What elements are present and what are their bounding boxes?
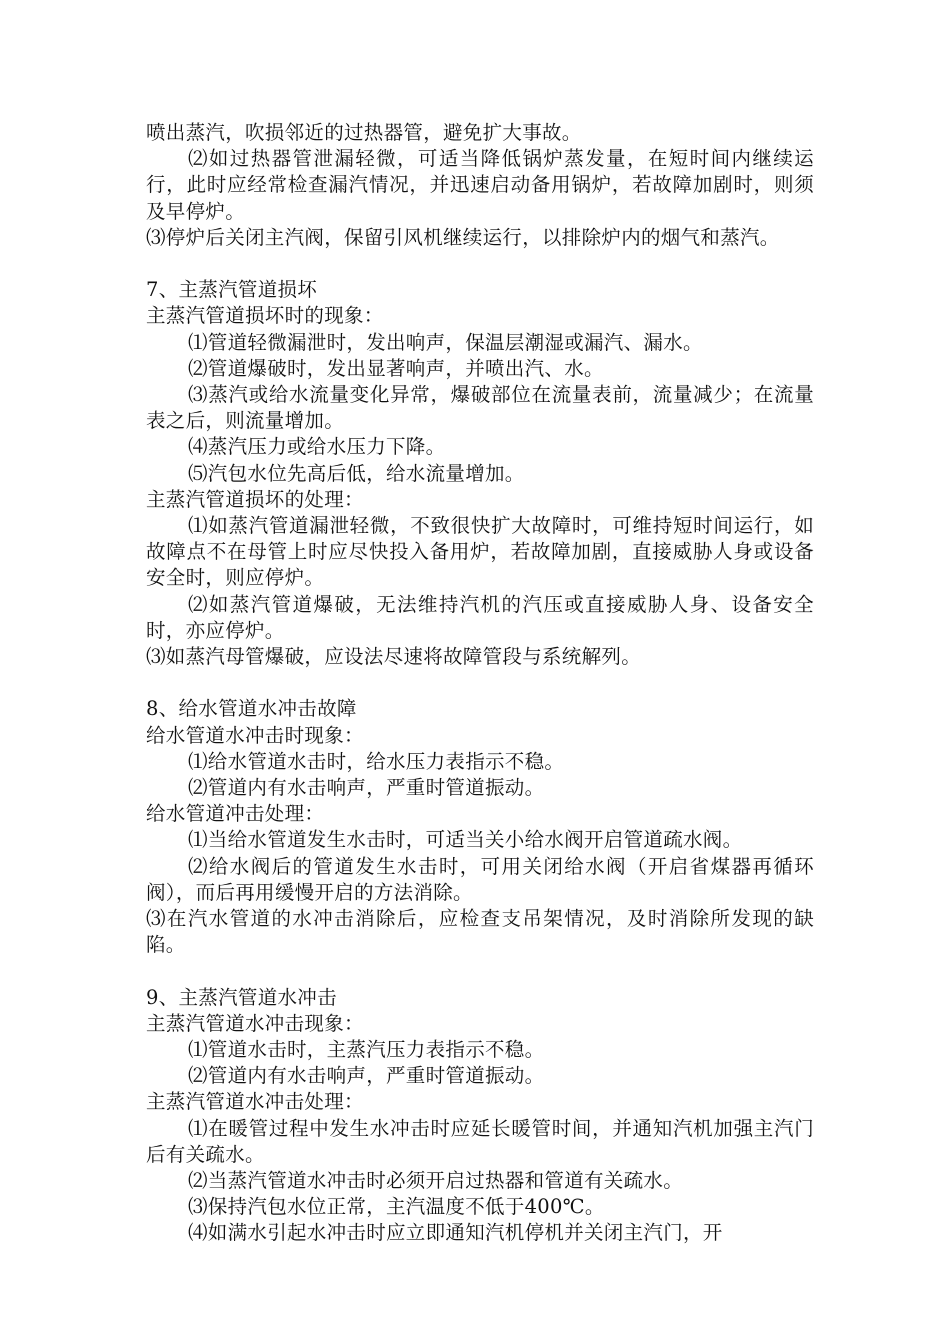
paragraph: ⑶保持汽包水位正常，主汽温度不低于400℃。 [188,1195,605,1219]
paragraph: ⑴管道水击时，主蒸汽压力表指示不稳。 [188,1038,545,1062]
paragraph: 喷出蒸汽，吹损邻近的过热器管，避免扩大事故。 [146,121,582,144]
paragraph: ⑵如过热器管泄漏轻微，可适当降低锅炉蒸发量，在短时间内继续运行，此时应经常检查漏汽情况，并迅速启动备用锅炉，若故障加剧时，则须及早停炉。 [146,147,814,223]
paragraph: ⑸汽包水位先高后低，给水流量增加。 [188,461,525,485]
paragraph: 给水管道水冲击时现象： [146,723,364,747]
paragraph: ⑵当蒸汽管道水冲击时必须开启过热器和管道有关疏水。 [188,1169,684,1193]
paragraph: 主蒸汽管道损坏时的现象： [146,304,384,328]
paragraph: ⑴在暖管过程中发生水冲击时应延长暖管时间，并通知汽机加强主汽门后有关疏水。 [146,1116,814,1166]
paragraph: ⑵给水阀后的管道发生水击时，可用关闭给水阀（开启省煤器再循环阀），而后再用缓慢开启的方法消除。 [146,854,814,904]
paragraph: 主蒸汽管道水冲击现象： [146,1011,364,1035]
paragraph: ⑷如满水引起水冲击时应立即通知汽机停机并关闭主汽门，开 [188,1221,723,1245]
paragraph: ⑵管道内有水击响声，严重时管道振动。 [188,1064,545,1088]
paragraph: 8、给水管道水冲击故障 [146,697,357,721]
paragraph: ⑶如蒸汽母管爆破，应设法尽速将故障管段与系统解列。 [146,645,642,669]
paragraph: ⑵如蒸汽管道爆破，无法维持汽机的汽压或直接威胁人身、设备安全时，亦应停炉。 [146,592,814,642]
paragraph: ⑶停炉后关闭主汽阀，保留引风机继续运行，以排除炉内的烟气和蒸汽。 [146,225,780,249]
paragraph: ⑴给水管道水击时，给水压力表指示不稳。 [188,749,565,773]
paragraph: 给水管道冲击处理： [146,802,325,826]
paragraph: ⑵管道内有水击响声，严重时管道振动。 [188,776,545,800]
paragraph: ⑴管道轻微漏泄时，发出响声，保温层潮湿或漏汽、漏水。 [188,330,703,354]
paragraph: 7、主蒸汽管道损坏 [146,278,318,302]
paragraph: ⑵管道爆破时，发出显著响声，并喷出汽、水。 [188,356,604,380]
paragraph-spacer [146,958,814,984]
paragraph: 主蒸汽管道损坏的处理： [146,487,364,511]
paragraph: ⑶蒸汽或给水流量变化异常，爆破部位在流量表前，流量减少；在流量表之后，则流量增加。 [146,383,814,433]
paragraph-spacer [146,251,814,277]
paragraph: 主蒸汽管道水冲击处理： [146,1090,364,1114]
paragraph-spacer [146,670,814,696]
paragraph: ⑶在汽水管道的水冲击消除后，应检查支吊架情况，及时消除所发现的缺陷。 [146,907,814,957]
paragraph: 9、主蒸汽管道水冲击 [146,985,337,1009]
document-page [146,120,814,1247]
paragraph: ⑴当给水管道发生水击时，可适当关小给水阀开启管道疏水阀。 [188,828,743,852]
paragraph: ⑴如蒸汽管道漏泄轻微，不致很快扩大故障时，可维持短时间运行，如故障点不在母管上时应尽快投入备用炉，若故障加剧，直接威胁人身或设备安全时，则应停炉。 [146,514,814,590]
paragraph: ⑷蒸汽压力或给水压力下降。 [188,435,446,459]
